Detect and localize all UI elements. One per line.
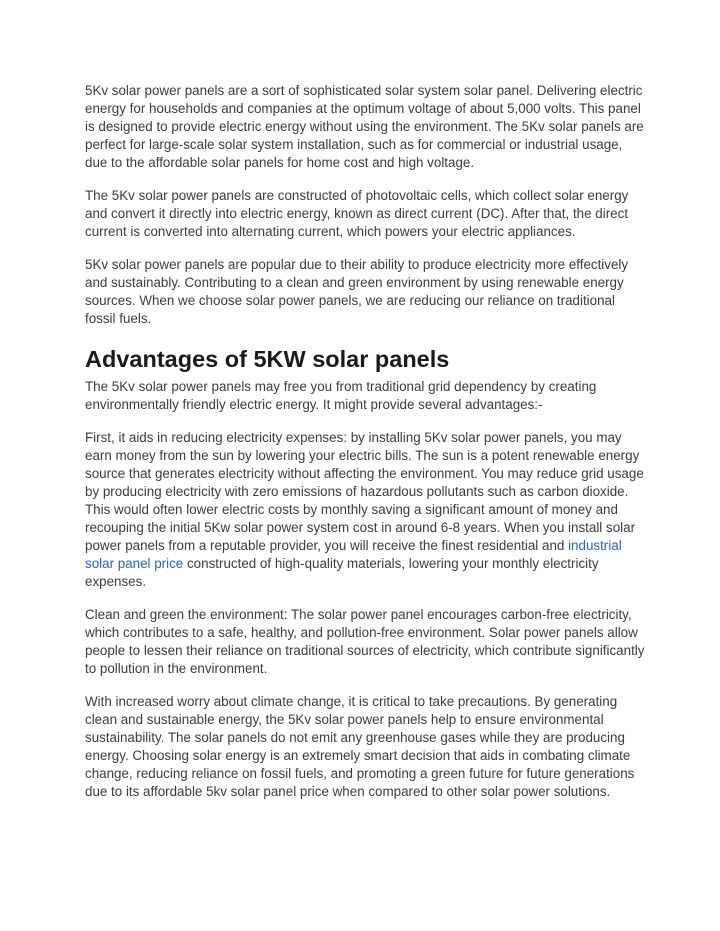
industrial-solar-panel-price-link[interactable]: industrial solar panel price: [85, 538, 622, 571]
first-advantage-text-after: constructed of high-quality materials, lowering your monthly electricity expenses.: [85, 556, 599, 589]
intro-paragraph-1: 5Kv solar power panels are a sort of sophisticated solar system solar panel. Delivering electric energy for households and companies at the optimum voltage of about 5,000 volts. This panel is designed to provide electric energy without using the environment. The 5Kv solar panels are perfect for large-scale solar system installation, such as for commercial or industrial usage, due to the affordable solar panels for home cost and high voltage.: [85, 83, 644, 170]
climate-paragraph: With increased worry about climate change, it is critical to take precautions. By generating clean and sustainable energy, the 5Kv solar power panels help to ensure environmental sustainability. The solar panels do not emit any greenhouse gases while they are producing energy. Choosing solar energy is an extremely smart decision that aids in combating climate change, reducing reliance on fossil fuels, and promoting a green future for future generations due to its affordable 5kv solar panel price when compared to other solar power solutions.: [85, 694, 635, 799]
first-advantage-paragraph: [85, 429, 645, 591]
intro-paragraph-3: 5Kv solar power panels are popular due to their ability to produce electricity more effectively and sustainably. Contributing to a clean and green environment by using renewable energy sources. When we choose solar power panels, we are reducing our reliance on traditional fossil fuels.: [85, 257, 629, 326]
first-advantage-text-before: First, it aids in reducing electricity expenses: by installing 5Kv solar power panels, you may earn money from the sun by lowering your electric bills. The sun is a potent renewable energy source that generates electricity without affecting the environment. You may reduce grid usage by producing electricity with zero emissions of hazardous pollutants such as carbon dioxide. This would often lower electric costs by monthly saving a significant amount of money and recouping the initial 5Kw solar power system cost in around 6-8 years. When you install solar power panels from a reputable provider, you will receive the finest residential and: [85, 430, 644, 553]
document-body: [85, 82, 645, 816]
section-heading: Advantages of 5KW solar panels: [85, 346, 450, 372]
intro-paragraph-2: The 5Kv solar power panels are constructed of photovoltaic cells, which collect solar energy and convert it directly into electric energy, known as direct current (DC). After that, the direct current is converted into alternating current, which powers your electric appliances.: [85, 188, 629, 239]
advantages-intro-paragraph: The 5Kv solar power panels may free you from traditional grid dependency by creating environmentally friendly electric energy. It might provide several advantages:-: [85, 379, 597, 412]
clean-green-paragraph: Clean and green the environment: The solar power panel encourages carbon-free electricity, which contributes to a safe, healthy, and pollution-free environment. Solar power panels allow people to lessen their reliance on traditional sources of electricity, which contribute significantly to pollution in the environment.: [85, 607, 645, 676]
